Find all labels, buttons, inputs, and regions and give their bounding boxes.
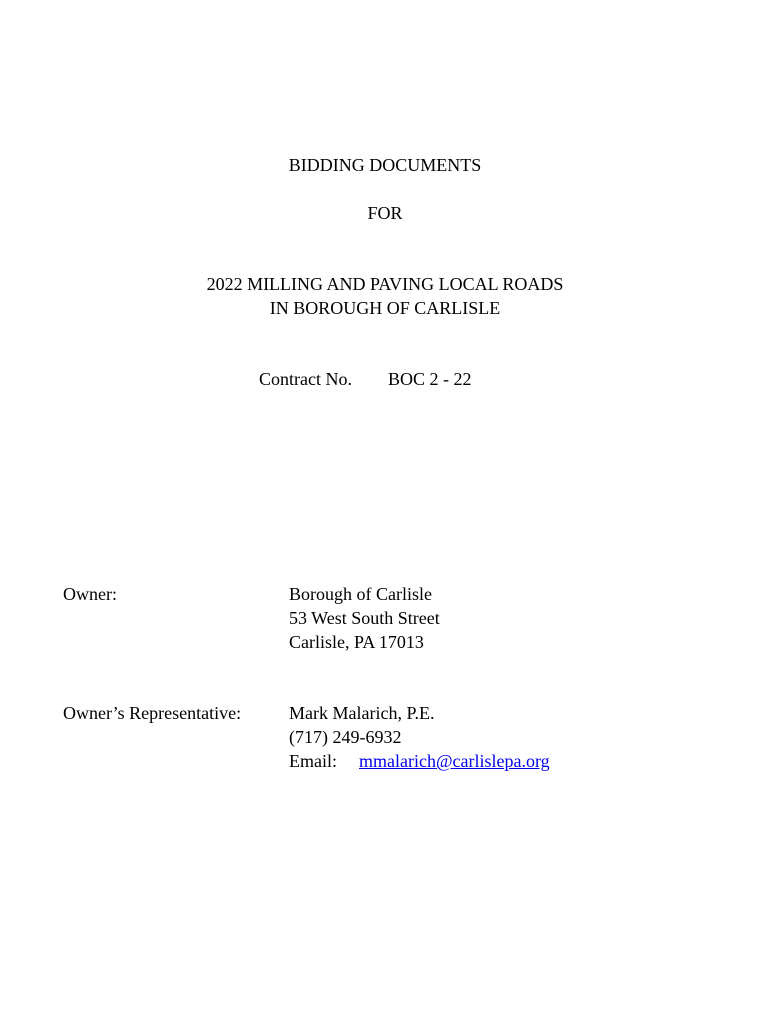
owner-city-state-zip: Carlisle, PA 17013 (289, 632, 424, 652)
representative-email-line (289, 749, 550, 773)
contract-number: BOC 2 - 22 (388, 369, 472, 389)
owner-address-block (289, 582, 440, 654)
document-title: BIDDING DOCUMENTS (288, 155, 482, 175)
contract-number-line (259, 367, 472, 391)
owner-street: 53 West South Street (289, 608, 440, 628)
contract-label: Contract No. (259, 369, 352, 389)
email-label: Email: (289, 751, 337, 771)
owner-name: Borough of Carlisle (289, 584, 432, 604)
representative-contact-block (289, 701, 550, 773)
representative-label: Owner’s Representative: (63, 703, 242, 723)
project-title-line-2: IN BOROUGH OF CARLISLE (269, 298, 501, 318)
owner-label: Owner: (63, 584, 117, 604)
project-title-line-1: 2022 MILLING AND PAVING LOCAL ROADS (206, 274, 564, 294)
email-link[interactable]: mmalarich@carlislepa.org (359, 751, 550, 771)
representative-name: Mark Malarich, P.E. (289, 703, 435, 723)
representative-phone: (717) 249-6932 (289, 727, 402, 747)
document-title-for: FOR (367, 203, 403, 223)
